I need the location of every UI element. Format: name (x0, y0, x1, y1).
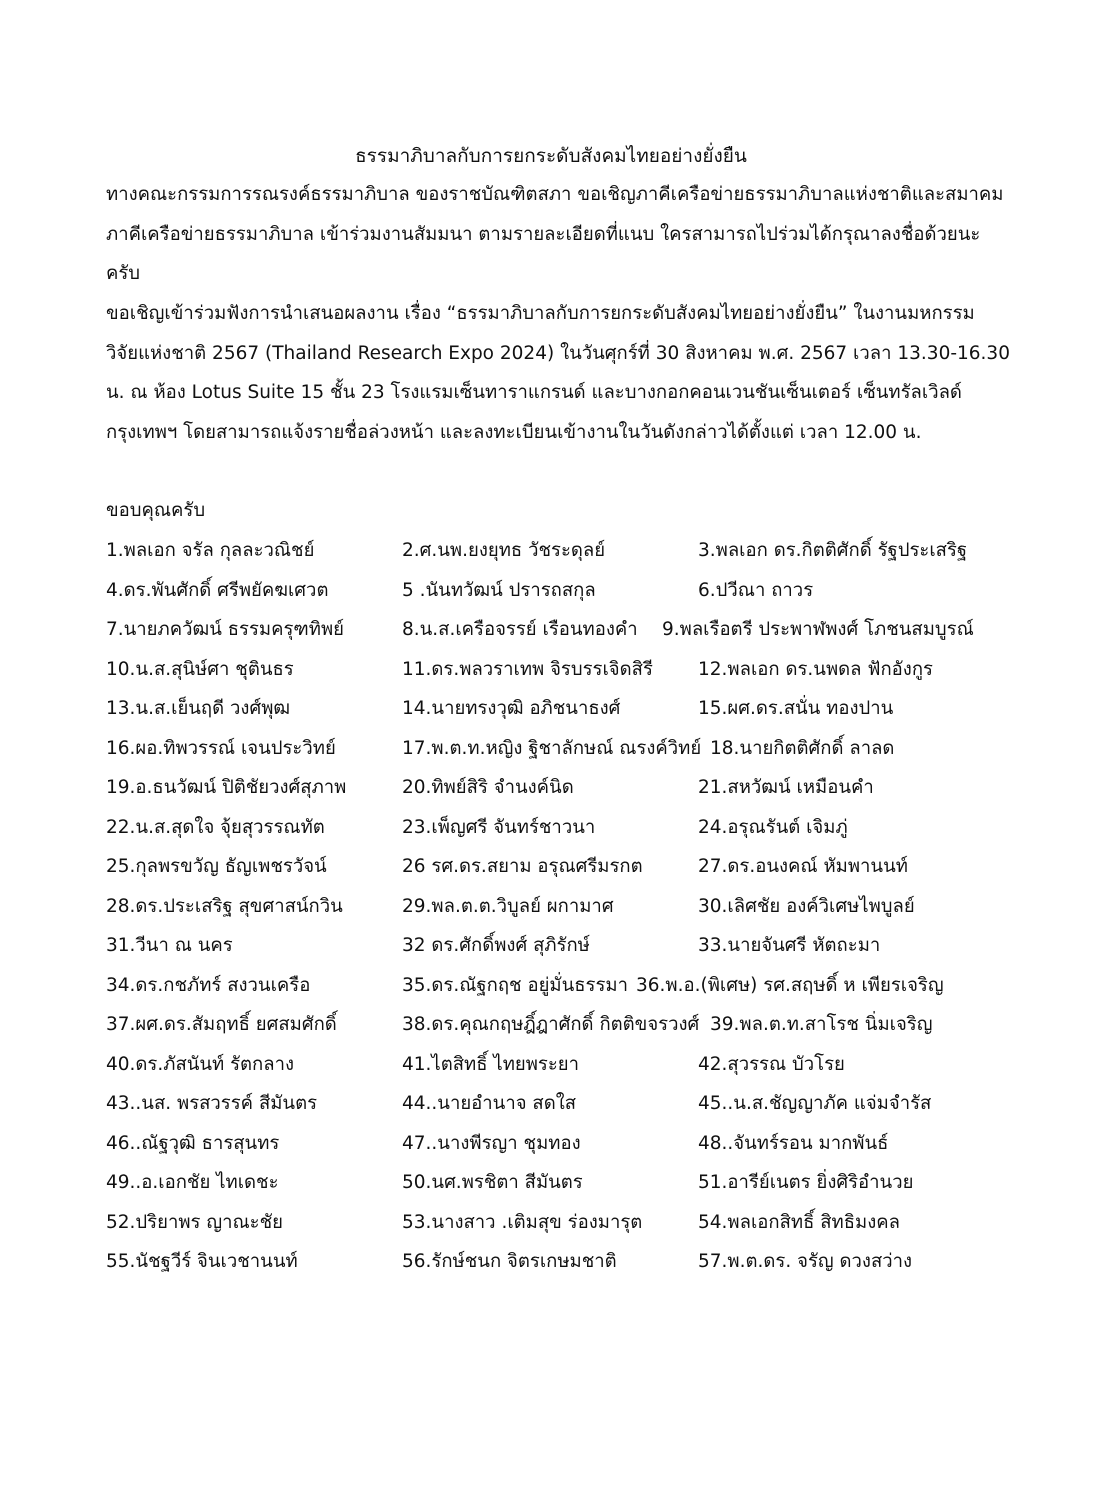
attendee-row (106, 1045, 1006, 1085)
attendee-name: 45..น.ส.ชัญญาภัค แจ่มจำรัส (698, 1093, 932, 1114)
attendee-name: 16.ผอ.ทิพวรรณ์ เจนประวิทย์ (106, 737, 336, 759)
attendee-name: 27.ดร.อนงคณ์ หัมพานนท์ (698, 856, 908, 877)
attendee-row (106, 1163, 1006, 1203)
attendee-name: 55.นัชฐวีร์ จินเวชานนท์ (106, 1251, 298, 1272)
attendee-name: 40.ดร.ภัสนันท์ รัตกลาง (106, 1053, 295, 1075)
attendee-name: 38.ดร.คุณกฤษฎิ์ฎาศักดิ์ กิตติขจรวงศ์ (402, 1014, 700, 1035)
paragraph-line: ภาคีเครือข่ายธรรมาภิบาล เข้าร่วมงานสัมมนา ตามรายละเอียดที่แนบ ใครสามารถไปร่วมได้กรุณาลงชื่อด้วยนะ (106, 223, 981, 245)
attendee-name: 49..อ.เอกชัย ไทเดชะ (106, 1172, 279, 1193)
invitation-paragraph (106, 175, 1006, 294)
attendee-name: 4.ดร.พันศักดิ์ ศรีพยัคฆเศวต (106, 579, 329, 601)
attendee-list (106, 531, 1006, 1282)
attendee-row (106, 926, 1006, 966)
attendee-name: 43..นส. พรสวรรค์ สีมันตร (106, 1093, 318, 1114)
attendee-name: 47..นางพีรญา ชุมทอง (402, 1132, 581, 1154)
paragraph-line: วิจัยแห่งชาติ 2567 (Thailand Research Expo 2024) ในวันศุกร์ที่ 30 สิงหาคม พ.ศ. 2567 เวลา 13.30-16.30 (106, 342, 1010, 364)
attendee-name: 29.พล.ต.ต.วิบูลย์ ผกามาศ (402, 895, 614, 917)
attendee-name: 48..จันทร์รอน มากพันธ์ (698, 1132, 889, 1154)
attendee-name: 14.นายทรงวุฒิ อภิชนาธงศ์ (402, 698, 621, 719)
attendee-name: 28.ดร.ประเสริฐ สุขศาสน์กวิน (106, 895, 343, 917)
paragraph-line: ขอเชิญเข้าร่วมฟังการนำเสนอผลงาน เรื่อง “ธรรมาภิบาลกับการยกระดับสังคมไทยอย่างยั่งยืน” ในงานมหกรรม (106, 303, 975, 324)
attendee-name: 23.เพ็ญศรี จันทร์ชาวนา (402, 816, 596, 838)
attendee-row (106, 808, 1006, 848)
attendee-name: 15.ผศ.ดร.สนั่น ทองปาน (698, 698, 894, 719)
attendee-name: 1.พลเอก จรัล กุลละวณิชย์ (106, 540, 315, 561)
attendee-name: 42.สุวรรณ บัวโรย (698, 1053, 845, 1075)
attendee-name: 26 รศ.ดร.สยาม อรุณศรีมรกต (402, 856, 643, 877)
attendee-row (106, 887, 1006, 927)
attendee-row (106, 1084, 1006, 1124)
attendee-name: 9.พลเรือตรี ประพาฬพงศ์ โภชนสมบูรณ์ (662, 619, 974, 640)
attendee-name: 32 ดร.ศักดิ์พงศ์ สุภิรักษ์ (402, 935, 590, 956)
attendee-row (106, 768, 1006, 808)
attendee-row (106, 571, 1006, 611)
event-details-paragraph (106, 294, 1010, 452)
paragraph-line: ครับ (106, 263, 141, 285)
attendee-name: 35.ดร.ณัฐกฤช อยู่มั่นธรรมา (402, 974, 629, 996)
paragraph-line: กรุงเทพฯ โดยสามารถแจ้งรายชื่อล่วงหน้า และลงทะเบียนเข้างานในวันดังกล่าวได้ตั้งแต่ เวลา 12.00 น. (106, 421, 922, 443)
attendee-name: 18.นายกิตติศักดิ์ ลาลด (710, 737, 895, 759)
attendee-name: 22.น.ส.สุดใจ จุ้ยสุวรรณทัต (106, 816, 325, 838)
attendee-row (106, 1242, 1006, 1282)
attendee-name: 3.พลเอก ดร.กิตติศักดิ์ รัฐประเสริฐ (698, 540, 968, 561)
paragraph-line: น. ณ ห้อง Lotus Suite 15 ชั้น 23 โรงแรมเซ็นทาราแกรนด์ และบางกอกคอนเวนชันเซ็นเตอร์ เซ็นทรัลเวิลด์ (106, 382, 962, 404)
attendee-name: 6.ปวีณา ถาวร (698, 579, 814, 601)
attendee-name: 46..ณัฐวุฒิ ธารสุนทร (106, 1132, 280, 1154)
attendee-row (106, 689, 1006, 729)
attendee-name: 52.ปริยาพร ญาณะชัย (106, 1211, 283, 1233)
attendee-name: 5 .นันทวัฒน์ ปรารถสกุล (402, 579, 596, 601)
attendee-row (106, 729, 1006, 769)
attendee-name: 11.ดร.พลวราเทพ จิรบรรเจิดสิรี (402, 658, 653, 680)
attendee-row (106, 1124, 1006, 1164)
attendee-name: 34.ดร.กชภัทร์ สงวนเครือ (106, 974, 311, 996)
attendee-name: 50.นศ.พรชิตา สีมันตร (402, 1172, 583, 1193)
attendee-row (106, 531, 1006, 571)
attendee-name: 8.น.ส.เครือจรรย์ เรือนทองคำ (402, 619, 638, 640)
attendee-name: 54.พลเอกสิทธิ์ สิทธิมงคล (698, 1211, 900, 1233)
attendee-name: 37.ผศ.ดร.สัมฤทธิ์ ยศสมศักดิ์ (106, 1014, 337, 1035)
attendee-name: 30.เลิศชัย องค์วิเศษไพบูลย์ (698, 895, 915, 917)
attendee-name: 17.พ.ต.ท.หญิง ฐิชาลักษณ์ ณรงค์วิทย์ (402, 737, 702, 759)
attendee-name: 7.นายภควัฒน์ ธรรมครุฑทิพย์ (106, 619, 344, 640)
attendee-row (106, 650, 1006, 690)
document-title: ธรรมาภิบาลกับการยกระดับสังคมไทยอย่างยั่งยืน (355, 145, 747, 167)
attendee-name: 41.ไตสิทธิ์ ไทยพระยา (402, 1053, 580, 1075)
attendee-name: 53.นางสาว .เติมสุข ร่องมารุต (402, 1211, 643, 1233)
attendee-name: 12.พลเอก ดร.นพดล ฟักอังกูร (698, 658, 933, 680)
attendee-name: 21.สหวัฒน์ เหมือนคำ (698, 777, 874, 798)
attendee-row (106, 847, 1006, 887)
attendee-name: 10.น.ส.สุนิษ์ศา ชุตินธร (106, 658, 294, 680)
paragraph-line: ทางคณะกรรมการรณรงค์ธรรมาภิบาล ของราชบัณฑิตสภา ขอเชิญภาคีเครือข่ายธรรมาภิบาลแห่งชาติและสมาคม (106, 184, 1004, 205)
thanks-text: ขอบคุณครับ (106, 500, 206, 521)
attendee-name: 24.อรุณรันต์ เจิมภู่ (698, 816, 848, 838)
attendee-row (106, 1203, 1006, 1243)
attendee-row (106, 1005, 1006, 1045)
attendee-row (106, 610, 1006, 650)
attendee-name: 2.ศ.นพ.ยงยุทธ วัชระดุลย์ (402, 540, 606, 561)
attendee-name: 57.พ.ต.ดร. จรัญ ดวงสว่าง (698, 1251, 913, 1272)
attendee-name: 36.พ.อ.(พิเศษ) รศ.สฤษดิ์ ห เพียรเจริญ (636, 974, 944, 996)
attendee-name: 33.นายจันศรี หัตถะมา (698, 935, 881, 956)
attendee-name: 31.วีนา ณ นคร (106, 935, 233, 956)
attendee-name: 25.กุลพรขวัญ ธัญเพชรวัจน์ (106, 856, 327, 877)
attendee-name: 51.อารีย์เนตร ยิ่งศิริอำนวย (698, 1172, 914, 1193)
attendee-name: 39.พล.ต.ท.สาโรช นิ่มเจริญ (710, 1014, 933, 1035)
attendee-name: 19.อ.ธนวัฒน์ ปิติชัยวงศ์สุภาพ (106, 777, 347, 798)
attendee-name: 20.ทิพย์สิริ จำนงค์นิด (402, 777, 574, 798)
attendee-name: 56.รักษ์ชนก จิตรเกษมชาติ (402, 1251, 617, 1272)
attendee-row (106, 966, 1006, 1006)
attendee-name: 44..นายอำนาจ สดใส (402, 1093, 577, 1114)
attendee-name: 13.น.ส.เย็นฤดี วงศ์พุฒ (106, 698, 291, 719)
